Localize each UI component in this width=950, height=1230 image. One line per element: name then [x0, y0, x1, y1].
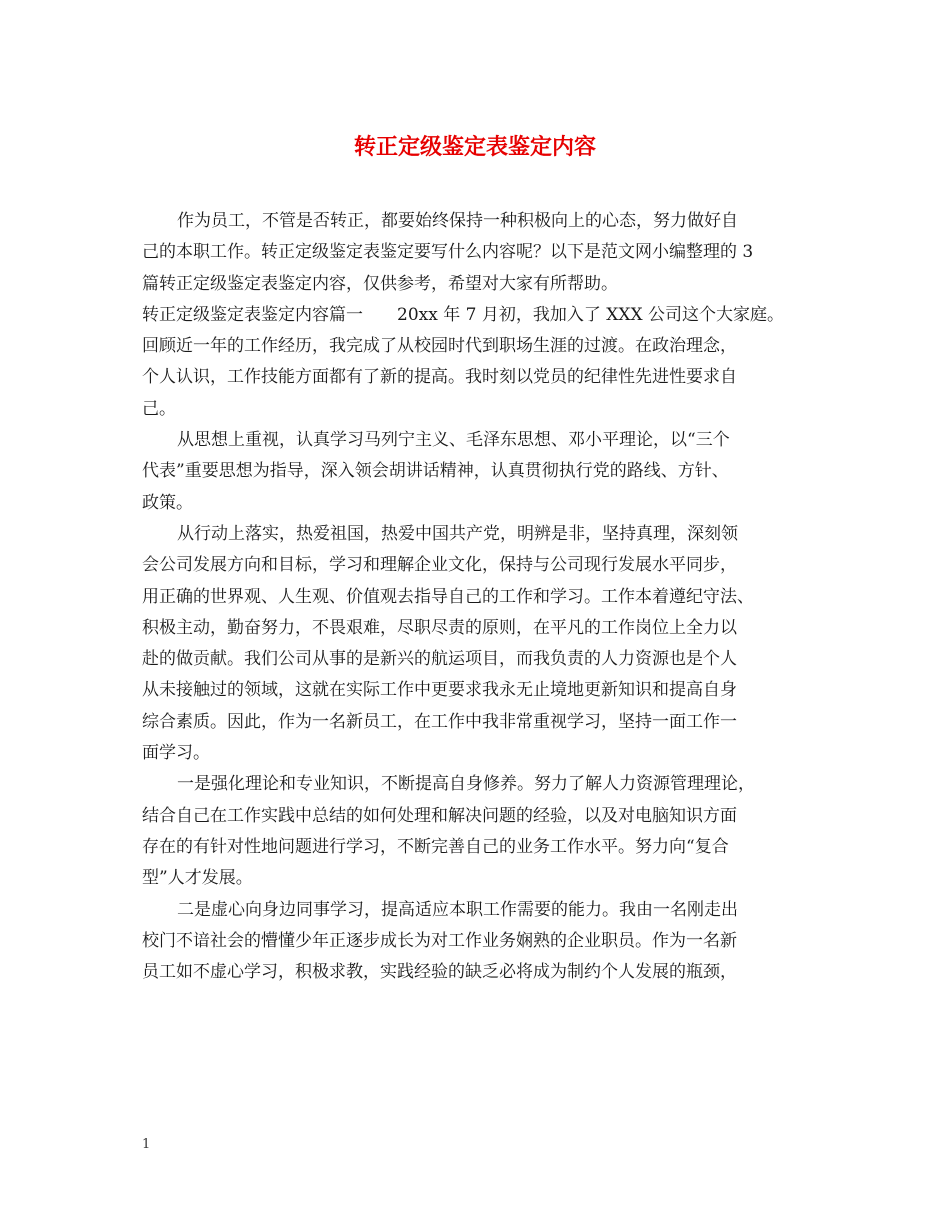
text-line: 积极主动，勤奋努力，不畏艰难，尽职尽责的原则，在平凡的工作岗位上全力以: [142, 617, 737, 638]
text-line: 结合自己在工作实践中总结的如何处理和解决问题的经验，以及对电脑知识方面: [142, 805, 737, 826]
text-line: 篇转正定级鉴定表鉴定内容，仅供参考，希望对大家有所帮助。: [142, 273, 618, 294]
text-line: 面学习。: [142, 743, 210, 764]
document-title: 转正定级鉴定表鉴定内容: [353, 135, 596, 160]
text-line: 个人认识，工作技能方面都有了新的提高。我时刻以党员的纪律性先进性要求自: [142, 367, 737, 388]
text-line: 综合素质。因此，作为一名新员工，在工作中我非常重视学习，坚持一面工作一: [142, 711, 737, 732]
text-line: 用正确的世界观、人生观、价值观去指导自己的工作和学习。工作本着遵纪守法、: [142, 586, 754, 607]
text-line: 政策。: [142, 492, 193, 513]
text-line: 代表”重要思想为指导，深入领会胡讲话精神，认真贯彻执行党的路线、方针、: [142, 461, 729, 482]
text-line: 校门不谙社会的懵懂少年正逐步成长为对工作业务娴熟的企业职员。作为一名新: [142, 930, 737, 951]
document-body: [142, 206, 828, 988]
text-line: 会公司发展方向和目标，学习和理解企业文化，保持与公司现行发展水平同步，: [142, 555, 737, 576]
text-line: 二是虚心向身边同事学习，提高适应本职工作需要的能力。我由一名刚走出: [177, 899, 738, 920]
text-line: 己的本职工作。转正定级鉴定表鉴定要写什么内容呢？以下是范文网小编整理的 3: [142, 242, 754, 263]
text-line: 赴的做贡献。我们公司从事的是新兴的航运项目，而我负责的人力资源也是个人: [142, 649, 737, 670]
text-line: 员工如不虚心学习，积极求教，实践经验的缺乏必将成为制约个人发展的瓶颈，: [142, 962, 737, 983]
text-line: 从未接触过的领域，这就在实际工作中更要求我永无止境地更新知识和提高自身: [142, 680, 737, 701]
text-line: 从行动上落实，热爱祖国，热爱中国共产党，明辨是非，坚持真理，深刻领: [177, 523, 738, 544]
text-line: 存在的有针对性地问题进行学习，不断完善自己的业务工作水平。努力向“复合: [142, 836, 729, 857]
page-number: 1: [142, 1137, 151, 1152]
text-line: 回顾近一年的工作经历，我完成了从校园时代到职场生涯的过渡。在政治理念，: [142, 336, 737, 357]
text-line: 己。: [142, 398, 176, 419]
text-line: 作为员工，不管是否转正，都要始终保持一种积极向上的心态，努力做好自: [177, 211, 738, 231]
text-line: 转正定级鉴定表鉴定内容篇一 20xx 年 7 月初，我加入了 XXX 公司这个大家庭。: [142, 304, 784, 325]
text-line: 从思想上重视，认真学习马列宁主义、毛泽东思想、邓小平理论，以“三个: [177, 430, 730, 451]
text-line: 型”人才发展。: [142, 868, 253, 889]
text-line: 一是强化理论和专业知识，不断提高自身修养。努力了解人力资源管理理论，: [177, 774, 755, 795]
